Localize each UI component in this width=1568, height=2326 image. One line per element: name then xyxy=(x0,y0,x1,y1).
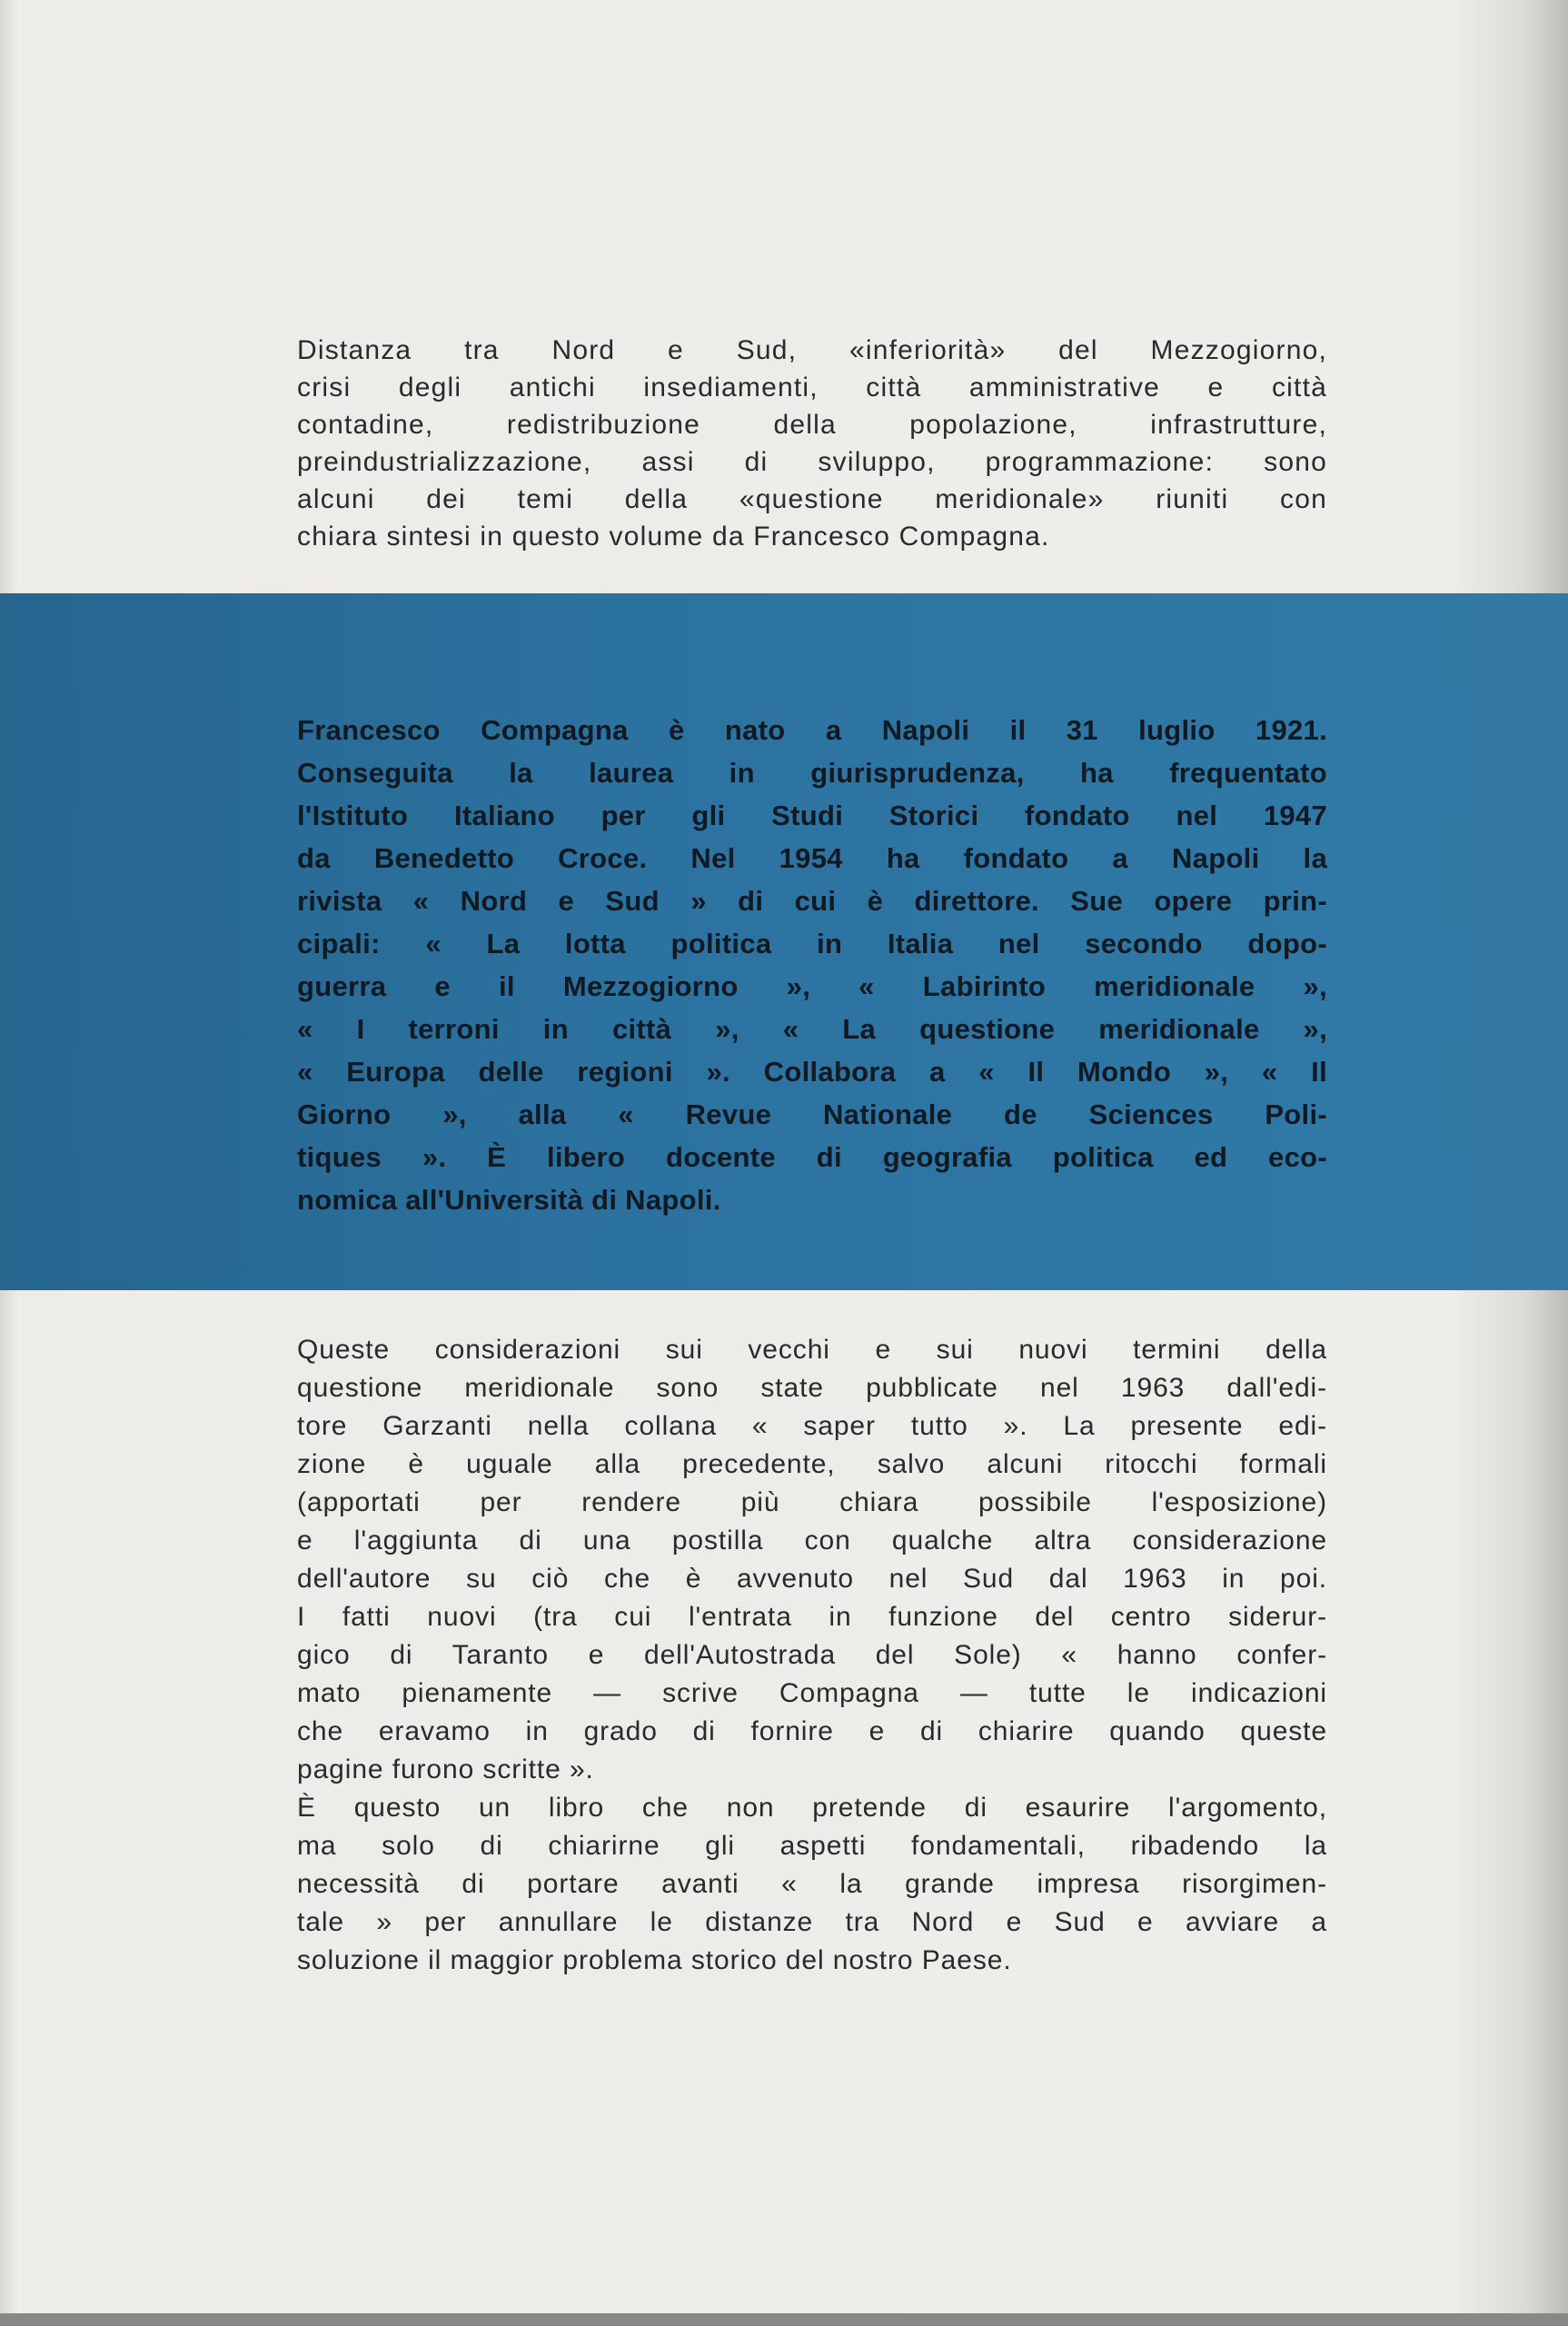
bottom-blurb xyxy=(297,1331,1327,1980)
text-line: alcuni dei temi della «questione meridionale» riuniti con xyxy=(297,484,1327,514)
text-line: guerra e il Mezzogiorno », « Labirinto meridionale », xyxy=(297,970,1327,1002)
text-line: « Europa delle regioni ». Collabora a « Il Mondo », « Il xyxy=(297,1056,1327,1088)
text-line: questione meridionale sono state pubblicate nel 1963 dall'edi- xyxy=(297,1373,1327,1403)
text-line: da Benedetto Croce. Nel 1954 ha fondato a Napoli la xyxy=(297,842,1327,874)
text-line: crisi degli antichi insediamenti, città amministrative e città xyxy=(297,373,1327,403)
text-line: rivista « Nord e Sud » di cui è direttore. Sue opere prin- xyxy=(297,885,1327,917)
text-line: tore Garzanti nella collana « saper tutto ». La presente edi- xyxy=(297,1411,1327,1441)
text-line: Francesco Compagna è nato a Napoli il 31 luglio 1921. xyxy=(297,714,1327,746)
text-line: che eravamo in grado di fornire e di chiarire quando queste xyxy=(297,1716,1327,1746)
text-line: preindustrializzazione, assi di sviluppo, programmazione: sono xyxy=(297,447,1327,477)
text-line: ma solo di chiarirne gli aspetti fondamentali, ribadendo la xyxy=(297,1831,1327,1861)
text-line: tale » per annullare le distanze tra Nord e Sud e avviare a xyxy=(297,1907,1327,1937)
text-line: contadine, redistribuzione della popolazione, infrastrutture, xyxy=(297,410,1327,440)
top-blurb xyxy=(297,332,1327,555)
text-line: chiara sintesi in questo volume da Francesco Compagna. xyxy=(297,522,1050,552)
text-line: gico di Taranto e dell'Autostrada del Sole) « hanno confer- xyxy=(297,1640,1327,1670)
text-line: I fatti nuovi (tra cui l'entrata in funzione del centro siderur- xyxy=(297,1602,1327,1632)
text-line: pagine furono scritte ». xyxy=(297,1754,594,1784)
text-line: Giorno », alla « Revue Nationale de Sciences Poli- xyxy=(297,1098,1327,1130)
author-bio xyxy=(297,709,1327,1221)
text-line: e l'aggiunta di una postilla con qualche altra considerazione xyxy=(297,1526,1327,1556)
cover-bottom-edge xyxy=(0,2313,1568,2326)
text-line: zione è uguale alla precedente, salvo alcuni ritocchi formali xyxy=(297,1449,1327,1479)
text-line: Queste considerazioni sui vecchi e sui nuovi termini della xyxy=(297,1335,1327,1365)
text-line: l'Istituto Italiano per gli Studi Storici fondato nel 1947 xyxy=(297,800,1327,831)
text-line: « I terroni in città », « La questione meridionale », xyxy=(297,1013,1327,1045)
text-line: dell'autore su ciò che è avvenuto nel Sud dal 1963 in poi. xyxy=(297,1564,1327,1594)
text-line: soluzione il maggior problema storico del nostro Paese. xyxy=(297,1945,1012,1975)
text-line: necessità di portare avanti « la grande impresa risorgimen- xyxy=(297,1869,1327,1899)
text-line: Distanza tra Nord e Sud, «inferiorità» del Mezzogiorno, xyxy=(297,335,1327,365)
text-line: tiques ». È libero docente di geografia politica ed eco- xyxy=(297,1141,1327,1173)
text-line: (apportati per rendere più chiara possibile l'esposizione) xyxy=(297,1487,1327,1517)
text-line: Conseguita la laurea in giurisprudenza, ha frequentato xyxy=(297,757,1327,789)
text-line: nomica all'Università di Napoli. xyxy=(297,1184,721,1216)
text-line: mato pienamente — scrive Compagna — tutte le indicazioni xyxy=(297,1678,1327,1708)
text-line: cipali: « La lotta politica in Italia nel secondo dopo- xyxy=(297,928,1327,959)
text-line: È questo un libro che non pretende di esaurire l'argomento, xyxy=(297,1793,1327,1823)
